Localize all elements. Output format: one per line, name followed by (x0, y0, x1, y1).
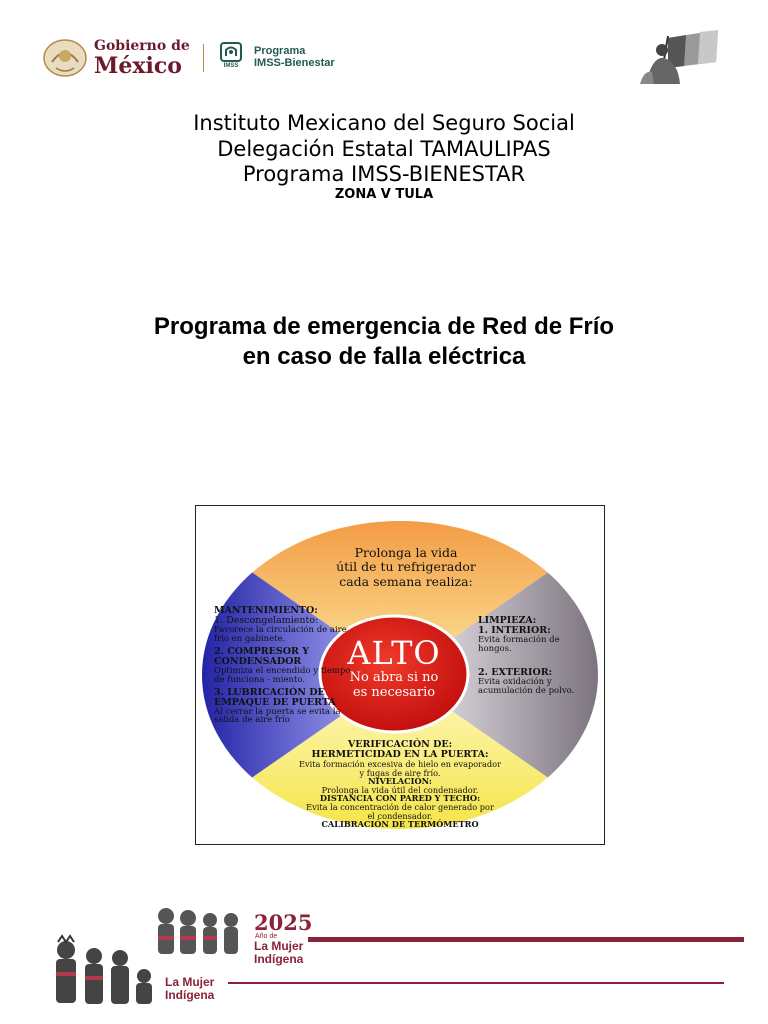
maintenance-item1-desc: Favorece la circulación de aire frío en gabinete. (214, 624, 347, 644)
cleaning-title: LIMPIEZA: (478, 615, 537, 626)
verification-line8: CALIBRACIÓN DE TERMÓMETRO (321, 819, 479, 830)
motto-primary-line2: Indígena (254, 951, 304, 966)
motto-primary-line1: La Mujer (254, 939, 304, 953)
cleaning-section (478, 616, 588, 696)
stop-word: ALTO (347, 634, 441, 672)
cleaning-item1-title: 1. INTERIOR: (478, 624, 551, 636)
imss-bienestar-label: IMSS-Bienestar (254, 57, 335, 69)
cold-chain-infographic (195, 505, 605, 845)
verification-section (296, 740, 504, 829)
verification-title: VERIFICACIÓN DE: (347, 739, 453, 750)
motto-secondary-line1: La Mujer (165, 975, 215, 989)
national-seal-icon (42, 38, 88, 78)
top-message (306, 546, 506, 589)
maintenance-item3-desc: Al cerrar la puerta se evita la salida de aire frío (214, 706, 341, 726)
verification-line4: Prolonga la vida útil del condensador. (321, 784, 479, 795)
verification-line3: NIVELACIÓN: (368, 776, 432, 787)
verification-line5: DISTANCIA CON PARED Y TECHO: (319, 793, 481, 804)
imss-bienestar-logo (218, 42, 335, 72)
delegation-name: Delegación Estatal TAMAULIPAS (217, 137, 551, 161)
imss-label: IMSS (223, 63, 239, 69)
motto-primary (254, 940, 303, 965)
maintenance-item2-desc: Optimiza el encendido y tiempo de funciona - miento. (214, 665, 351, 685)
verification-line2: y fugas de aire frío. (359, 767, 441, 778)
top-line3: cada semana realiza: (339, 573, 473, 589)
top-line2: útil de tu refrigerador (336, 559, 476, 575)
flag-illustration-icon (638, 28, 722, 86)
year-note: Año de (255, 933, 278, 940)
programa-label: Programa (254, 44, 306, 57)
cleaning-item2-title: 2. EXTERIOR: (478, 666, 553, 678)
gobierno-de-mexico-logo (42, 38, 190, 78)
stop-line1: No abra si no (349, 670, 439, 685)
maintenance-item1-title: 1. Descongelamiento: (214, 614, 319, 626)
document-title-line2: en caso de falla eléctrica (242, 343, 526, 370)
mexico-label: México (94, 53, 182, 79)
footer-accent-bar (308, 937, 744, 942)
cleaning-item2-desc: Evita oxidación y acumulación de polvo. (478, 676, 575, 696)
maintenance-section (214, 606, 354, 725)
motto-secondary-line2: Indígena (165, 987, 215, 1002)
maintenance-title: MANTENIMIENTO: (214, 605, 318, 616)
indigenous-women-illustration-icon (48, 898, 248, 1006)
verification-line7: el condensador. (367, 810, 433, 821)
program-name: Programa IMSS-BIENESTAR (242, 162, 526, 186)
stop-line2: es necesario (352, 684, 436, 700)
imss-emblem-icon (218, 42, 244, 72)
verification-subtitle: HERMETICIDAD EN LA PUERTA: (311, 748, 489, 760)
zone-label: ZONA V TULA (334, 187, 434, 202)
top-line1: Prolonga la vida (354, 545, 458, 560)
motto-secondary (165, 976, 214, 1001)
verification-line6: Evita la concentración de calor generado por (306, 801, 494, 812)
year-label: 2025 (254, 910, 313, 935)
document-title-line1: Programa de emergencia de Red de Frío (153, 313, 615, 340)
maintenance-item3-title: 3. LUBRICACIÓN DE EMPAQUE DE PUERTA (214, 686, 336, 708)
verification-line1: Evita formación excesiva de hielo en evaporador (298, 758, 502, 769)
footer-thin-bar (228, 982, 724, 984)
maintenance-item2-title: 2. COMPRESOR Y CONDENSADOR (214, 645, 309, 667)
institution-name: Instituto Mexicano del Seguro Social (193, 111, 575, 135)
cleaning-item1-desc: Evita formación de hongos. (478, 634, 560, 654)
gobierno-label: Gobierno de (94, 38, 190, 54)
logo-divider (203, 44, 204, 72)
